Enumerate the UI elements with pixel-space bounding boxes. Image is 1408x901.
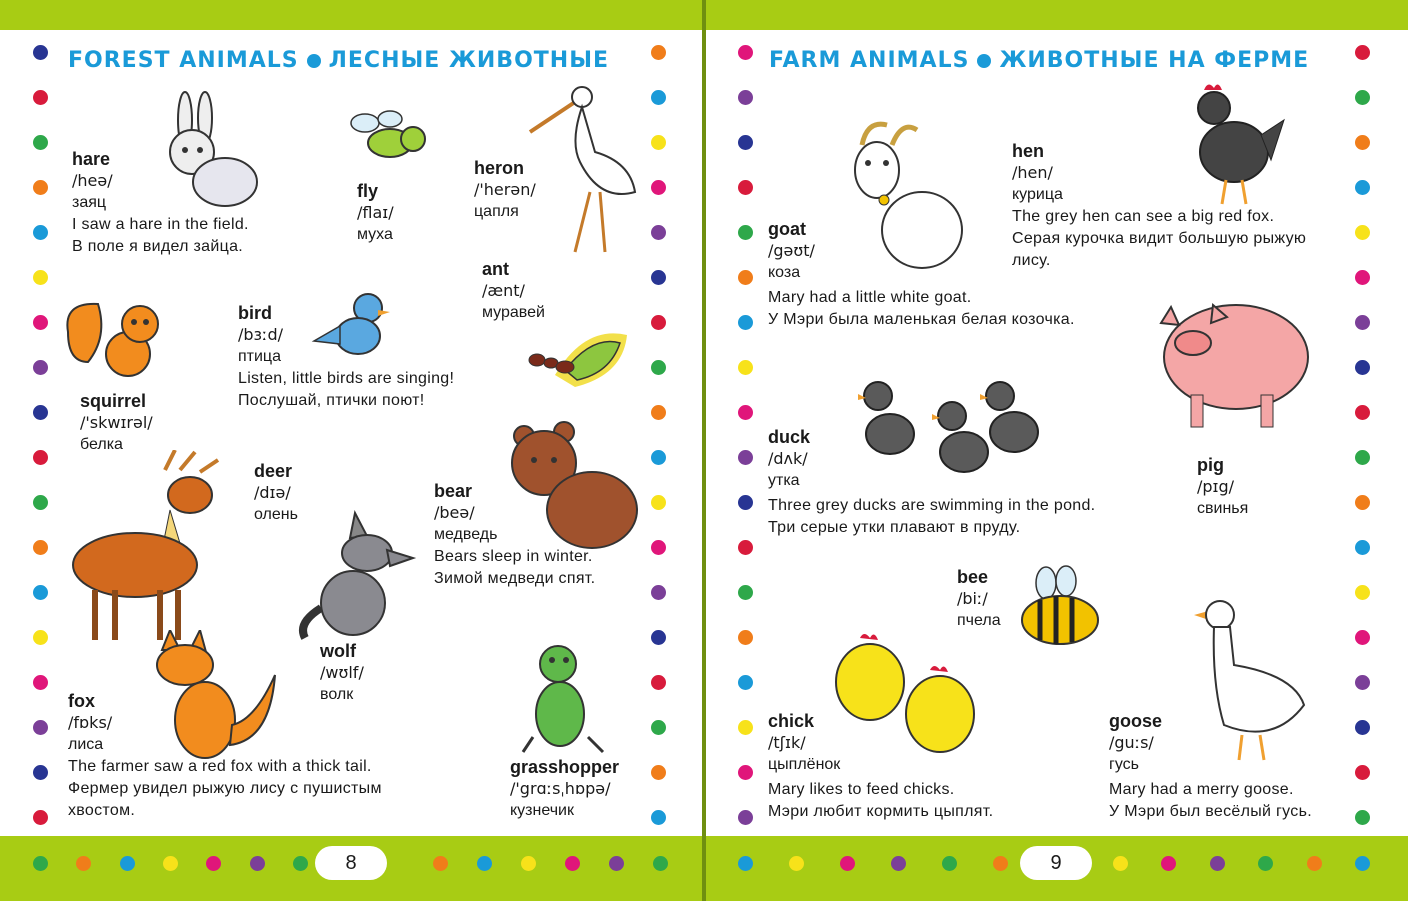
- decorative-dot: [1355, 225, 1370, 240]
- decorative-dot: [651, 90, 666, 105]
- entry-word: grasshopper: [510, 757, 620, 777]
- entry-sentence-ru: Три серые утки плавают в пруду.: [768, 519, 1021, 536]
- entry-sentence: Mary had a merry goose.: [1109, 781, 1294, 798]
- entry-ipa: /ænt/: [482, 281, 525, 300]
- decorative-dot: [993, 856, 1008, 871]
- decorative-dot: [33, 810, 48, 825]
- decorative-dot: [1210, 856, 1225, 871]
- entry-ipa: /bɜːd/: [238, 325, 283, 344]
- decorative-dot: [651, 675, 666, 690]
- entry-word: hen: [1012, 141, 1045, 161]
- entry-sentence-ru: Фермер увидел рыжую лису с пушистым: [68, 780, 382, 797]
- entry-word: hare: [72, 149, 111, 169]
- entry-bee: [957, 566, 1001, 632]
- decorative-dot: [738, 450, 753, 465]
- entry-ipa: /beə/: [434, 503, 475, 522]
- decorative-dot: [1307, 856, 1322, 871]
- decorative-dot: [738, 720, 753, 735]
- entry-sentence-ru: Послушай, птички поют!: [238, 392, 425, 409]
- entry-ru: заяц: [72, 194, 107, 211]
- decorative-dot: [33, 720, 48, 735]
- entry-sentence: The grey hen can see a big red fox.: [1012, 208, 1275, 225]
- heading-en: FOREST ANIMALS: [68, 48, 299, 73]
- decorative-dot: [1355, 360, 1370, 375]
- heading-ru: ЖИВОТНЫЕ НА ФЕРМЕ: [999, 48, 1310, 73]
- goat-drawing: [832, 115, 972, 275]
- decorative-dot: [738, 360, 753, 375]
- entry-ipa: /heə/: [72, 171, 113, 190]
- decorative-dot: [651, 405, 666, 420]
- decorative-dot: [250, 856, 265, 871]
- decorative-dot: [163, 856, 178, 871]
- entry-word: deer: [254, 461, 293, 481]
- decorative-dot: [33, 360, 48, 375]
- wolf-drawing: [295, 508, 420, 643]
- decorative-dot: [653, 856, 668, 871]
- entry-ipa: /'grɑːsˌhɒpə/: [510, 779, 611, 798]
- decorative-dot: [738, 90, 753, 105]
- decorative-dot: [1355, 585, 1370, 600]
- entry-sentence-ru-cont: хвостом.: [68, 802, 136, 819]
- decorative-dot: [738, 315, 753, 330]
- entry-ru: коза: [768, 264, 801, 281]
- entry-sentence: The farmer saw a red fox with a thick tail.: [68, 758, 372, 775]
- decorative-dot: [33, 675, 48, 690]
- decorative-dot: [293, 856, 308, 871]
- decorative-dot: [33, 765, 48, 780]
- entry-fly: [357, 180, 394, 246]
- entry-ipa: /pɪg/: [1197, 477, 1235, 496]
- decorative-dot: [433, 856, 448, 871]
- entry-ru: курица: [1012, 186, 1063, 203]
- entry-word: goat: [768, 219, 806, 239]
- entry-ipa: /tʃɪk/: [768, 733, 806, 752]
- decorative-dot: [738, 45, 753, 60]
- decorative-dot: [565, 856, 580, 871]
- decorative-dot: [651, 225, 666, 240]
- decorative-dot: [789, 856, 804, 871]
- bee-drawing: [1018, 565, 1103, 650]
- fox-drawing: [140, 630, 280, 770]
- decorative-dot: [738, 180, 753, 195]
- decorative-dot: [738, 540, 753, 555]
- decorative-dot: [738, 135, 753, 150]
- entry-sentence-ru: У Мэри была маленькая белая козочка.: [768, 311, 1075, 328]
- decorative-dot: [651, 630, 666, 645]
- decorative-dot: [738, 675, 753, 690]
- entry-ipa: /guːs/: [1109, 733, 1154, 752]
- entry-word: wolf: [320, 641, 356, 661]
- decorative-dot: [1355, 135, 1370, 150]
- entry-sentence: I saw a hare in the field.: [72, 216, 249, 233]
- decorative-dot: [891, 856, 906, 871]
- entry-word: heron: [474, 158, 525, 178]
- entry-ru: цыплёнок: [768, 756, 841, 773]
- entry-ipa: /gəʊt/: [768, 241, 815, 260]
- decorative-dot: [651, 180, 666, 195]
- page-number-left: 8: [315, 846, 387, 880]
- hen-drawing: [1186, 80, 1286, 210]
- decorative-dot: [738, 585, 753, 600]
- decorative-dot: [651, 810, 666, 825]
- decorative-dot: [651, 45, 666, 60]
- entry-pig: [1197, 454, 1248, 520]
- entry-word: bear: [434, 481, 473, 501]
- left-page: [0, 30, 702, 836]
- right-page-heading: [769, 48, 1309, 73]
- heading-en: FARM ANIMALS: [769, 48, 970, 73]
- decorative-dot: [33, 315, 48, 330]
- entry-ipa: /hen/: [1012, 163, 1053, 182]
- decorative-dot: [1355, 675, 1370, 690]
- decorative-dot: [120, 856, 135, 871]
- decorative-dot: [1355, 315, 1370, 330]
- bird-drawing: [310, 286, 400, 366]
- decorative-dot: [1355, 765, 1370, 780]
- decorative-dot: [738, 856, 753, 871]
- decorative-dot: [651, 720, 666, 735]
- entry-ru: гусь: [1109, 756, 1139, 773]
- entry-ru: утка: [768, 472, 800, 489]
- entry-ipa: /'skwɪrəl/: [80, 413, 153, 432]
- entry-ru: цапля: [474, 203, 519, 220]
- decorative-dot: [33, 405, 48, 420]
- decorative-dot: [1355, 720, 1370, 735]
- decorative-dot: [33, 225, 48, 240]
- entry-sentence-ru: Мэри любит кормить цыплят.: [768, 803, 994, 820]
- decorative-dot: [1355, 270, 1370, 285]
- entry-ru: пчела: [957, 612, 1001, 629]
- duck-drawing: [850, 374, 1080, 489]
- decorative-dot: [738, 630, 753, 645]
- decorative-dot: [33, 856, 48, 871]
- decorative-dot: [33, 180, 48, 195]
- entry-ru: муравей: [482, 304, 545, 321]
- entry-deer: [254, 460, 298, 526]
- decorative-dot: [1355, 450, 1370, 465]
- decorative-dot: [1355, 856, 1370, 871]
- decorative-dot: [651, 585, 666, 600]
- decorative-dot: [33, 630, 48, 645]
- decorative-dot: [33, 450, 48, 465]
- decorative-dot: [1355, 495, 1370, 510]
- entry-word: pig: [1197, 455, 1224, 475]
- decorative-dot: [1355, 90, 1370, 105]
- entry-sentence: Mary likes to feed chicks.: [768, 781, 955, 798]
- decorative-dot: [738, 270, 753, 285]
- decorative-dot: [1355, 405, 1370, 420]
- entry-sentence-ru: Серая курочка видит большую рыжую: [1012, 230, 1307, 247]
- goose-drawing: [1184, 585, 1314, 765]
- entry-ru: кузнечик: [510, 802, 574, 819]
- entry-sentence: Listen, little birds are singing!: [238, 370, 455, 387]
- decorative-dot: [477, 856, 492, 871]
- entry-ru: белка: [80, 436, 123, 453]
- entry-ru: свинья: [1197, 500, 1249, 517]
- page-number-right: 9: [1020, 846, 1092, 880]
- entry-sentence: Bears sleep in winter.: [434, 548, 593, 565]
- decorative-dot: [1113, 856, 1128, 871]
- decorative-dot: [651, 540, 666, 555]
- decorative-dot: [33, 270, 48, 285]
- decorative-dot: [651, 135, 666, 150]
- entry-ru: птица: [238, 348, 281, 365]
- left-page-heading: [68, 48, 609, 73]
- decorative-dot: [1355, 540, 1370, 555]
- entry-ipa: /dʌk/: [768, 449, 808, 468]
- fly-drawing: [335, 105, 435, 165]
- decorative-dot: [651, 270, 666, 285]
- right-page: [706, 30, 1408, 836]
- decorative-dot: [738, 225, 753, 240]
- decorative-dot: [609, 856, 624, 871]
- bear-drawing: [502, 418, 642, 553]
- entry-sentence-ru: В поле я видел зайца.: [72, 238, 244, 255]
- entry-word: ant: [482, 259, 509, 279]
- entry-word: fly: [357, 181, 379, 201]
- entry-word: duck: [768, 427, 811, 447]
- decorative-dot: [33, 135, 48, 150]
- deer-drawing: [70, 450, 240, 645]
- decorative-dot: [33, 540, 48, 555]
- entry-word: bee: [957, 567, 989, 587]
- entry-ipa: /dɪə/: [254, 483, 291, 502]
- entry-sentence: Mary had a little white goat.: [768, 289, 972, 306]
- entry-ipa: /'herən/: [474, 180, 536, 199]
- decorative-dot: [651, 315, 666, 330]
- decorative-dot: [33, 585, 48, 600]
- grasshopper-drawing: [518, 642, 608, 757]
- decorative-dot: [942, 856, 957, 871]
- pig-drawing: [1151, 295, 1311, 430]
- decorative-dot: [33, 495, 48, 510]
- chick-drawing: [830, 632, 985, 772]
- decorative-dot: [651, 450, 666, 465]
- decorative-dot: [33, 45, 48, 60]
- decorative-dot: [1355, 810, 1370, 825]
- decorative-dot: [651, 360, 666, 375]
- decorative-dot: [521, 856, 536, 871]
- decorative-dot: [1355, 630, 1370, 645]
- entry-word: squirrel: [80, 391, 147, 411]
- decorative-dot: [33, 90, 48, 105]
- entry-sentence: Three grey ducks are swimming in the pond.: [768, 497, 1096, 514]
- entry-ru: олень: [254, 506, 298, 523]
- hare-drawing: [150, 90, 260, 210]
- entry-ipa: /wʊlf/: [320, 663, 364, 682]
- entry-squirrel: [80, 390, 153, 456]
- entry-sentence-ru: Зимой медведи спят.: [434, 570, 596, 587]
- heron-drawing: [520, 72, 650, 262]
- entry-sentence-ru: У Мэри был весёлый гусь.: [1109, 803, 1312, 820]
- decorative-dot: [738, 495, 753, 510]
- decorative-dot: [840, 856, 855, 871]
- decorative-dot: [1355, 180, 1370, 195]
- decorative-dot: [1355, 45, 1370, 60]
- entry-ru: муха: [357, 226, 393, 243]
- entry-word: bird: [238, 303, 272, 323]
- entry-ipa: /fɒks/: [68, 713, 113, 732]
- decorative-dot: [738, 765, 753, 780]
- entry-ru: волк: [320, 686, 354, 703]
- squirrel-drawing: [58, 292, 173, 382]
- ant-drawing: [515, 315, 635, 395]
- entry-word: fox: [68, 691, 95, 711]
- decorative-dot: [651, 765, 666, 780]
- decorative-dot: [738, 810, 753, 825]
- entry-word: goose: [1109, 711, 1163, 731]
- heading-dot: [307, 54, 321, 68]
- heading-ru: ЛЕСНЫЕ ЖИВОТНЫЕ: [328, 48, 610, 73]
- heading-dot: [977, 54, 991, 68]
- entry-ipa: /flaɪ/: [357, 203, 394, 222]
- entry-ru: медведь: [434, 526, 498, 543]
- entry-sentence-ru-cont: лису.: [1012, 252, 1051, 269]
- entry-ipa: /biː/: [957, 589, 988, 608]
- decorative-dot: [738, 405, 753, 420]
- entry-word: chick: [768, 711, 815, 731]
- decorative-dot: [651, 495, 666, 510]
- entry-grasshopper: [510, 756, 619, 822]
- entry-ru: лиса: [68, 736, 104, 753]
